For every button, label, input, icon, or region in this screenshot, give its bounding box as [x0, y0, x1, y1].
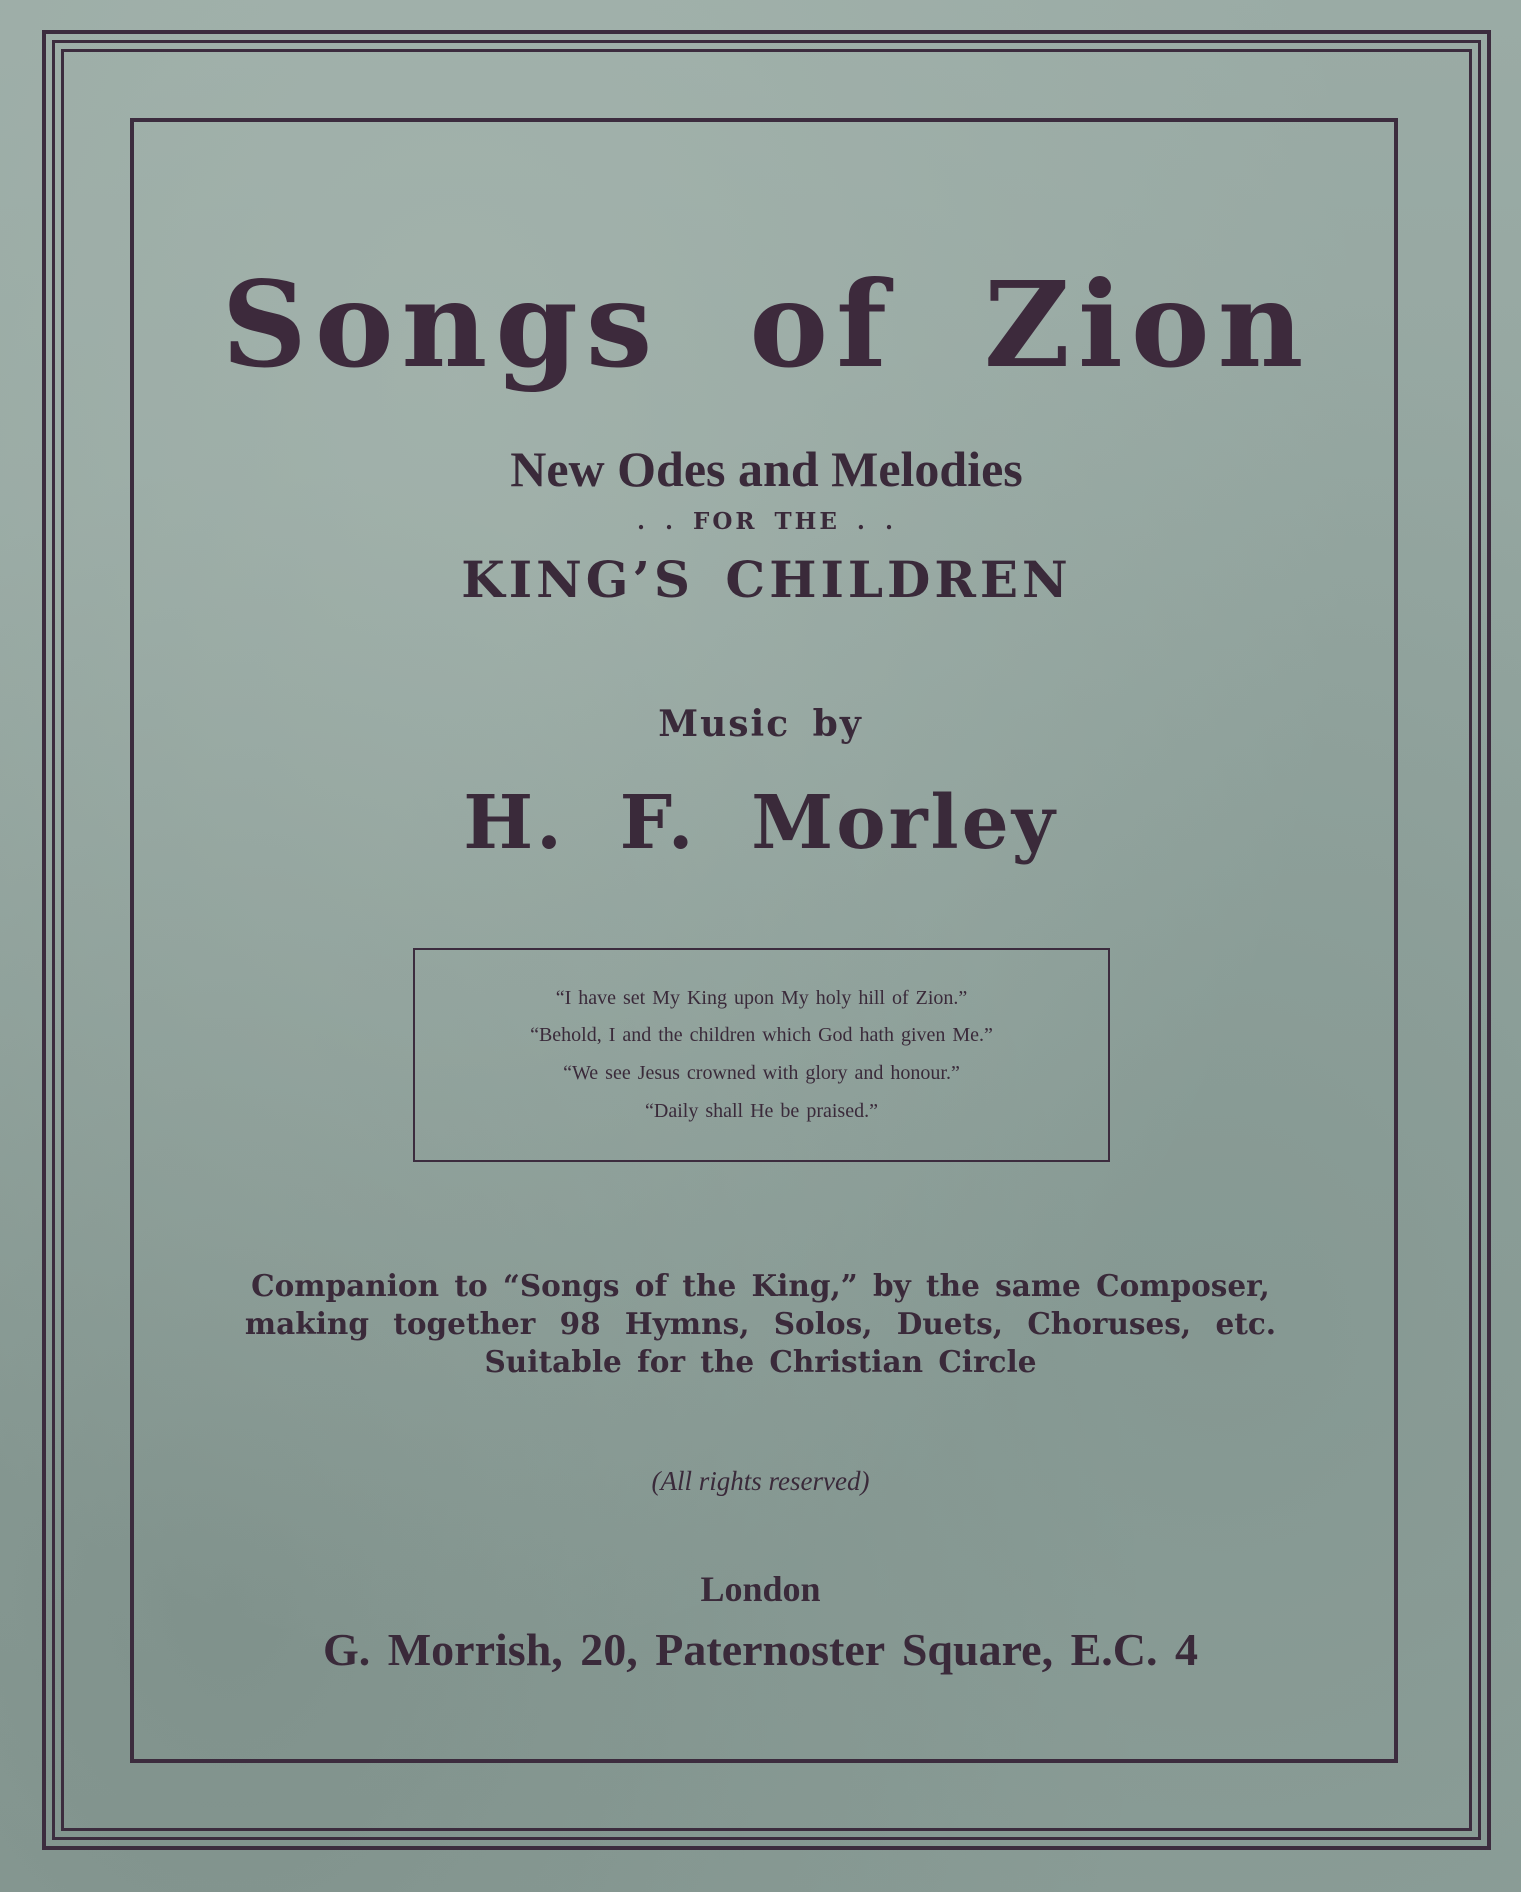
companion-line: making together 98 Hymns, Solos, Duets, Choruses, etc.: [244, 1306, 1277, 1341]
publisher-city: London: [700, 1569, 821, 1609]
companion-line: Companion to “Songs of the King,” by the same Composer,: [251, 1268, 1270, 1303]
audience-line: KING’S CHILDREN: [461, 550, 1072, 609]
music-by-label: Music by: [658, 703, 863, 745]
quote-box: [413, 948, 1110, 1162]
quote-line: “I have set My King upon My holy hill of Zion.”: [555, 987, 968, 1009]
for-the-line: . . FOR THE . .: [637, 508, 896, 535]
book-subtitle: New Odes and Melodies: [510, 441, 1023, 497]
rights-notice: (All rights reserved): [651, 1466, 870, 1496]
publisher-address: G. Morrish, 20, Paternoster Square, E.C. 4: [322, 1624, 1198, 1675]
book-title: Songs of Zion: [221, 255, 1312, 394]
quote-line: “Behold, I and the children which God hath given Me.”: [530, 1024, 993, 1046]
quote-line: “We see Jesus crowned with glory and honour.”: [563, 1062, 960, 1084]
companion-line: Suitable for the Christian Circle: [484, 1344, 1037, 1379]
composer-name: H. F. Morley: [463, 780, 1058, 866]
quote-line: “Daily shall He be praised.”: [645, 1100, 878, 1122]
